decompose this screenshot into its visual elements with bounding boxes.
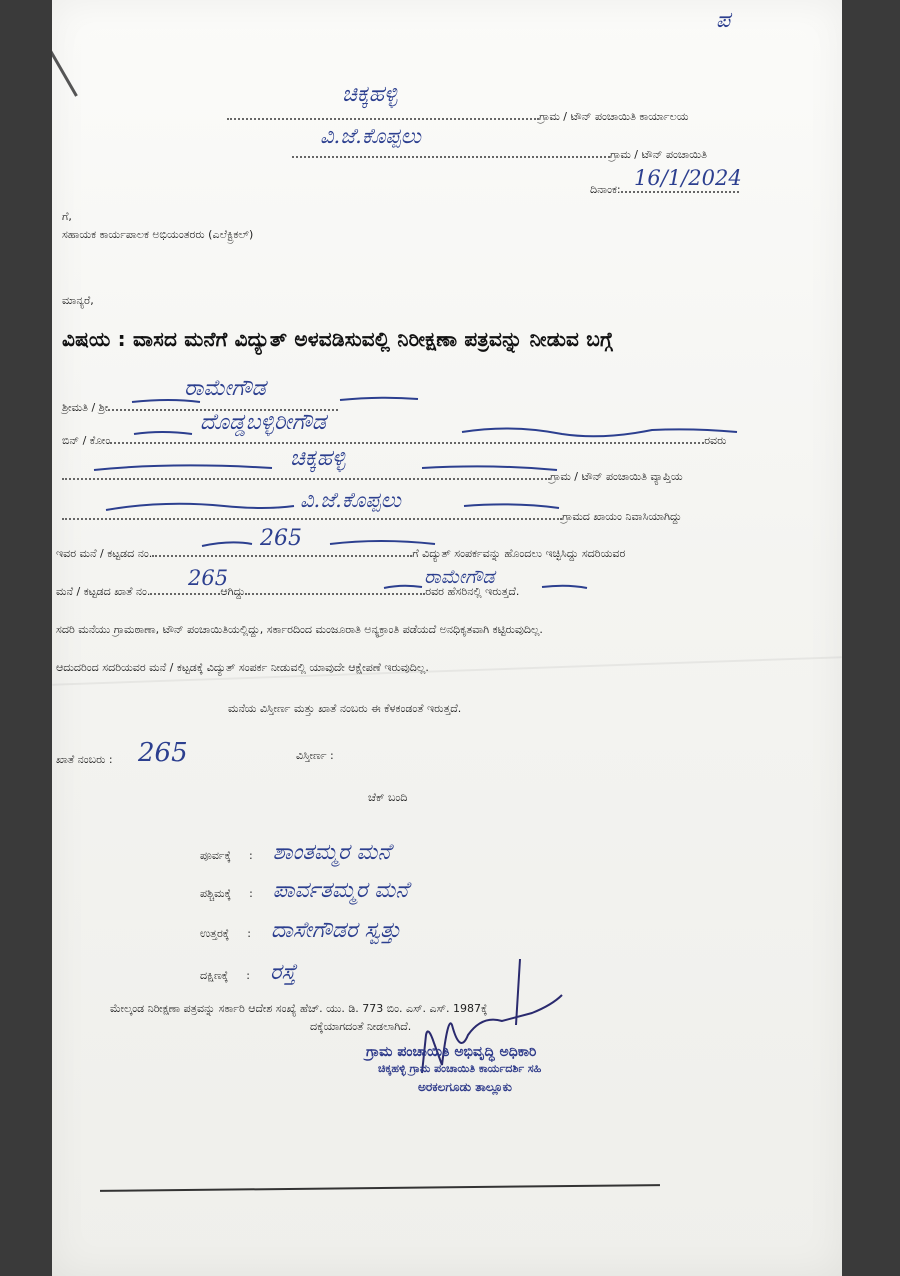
village-handwritten: ಚಿಕ್ಕಹಳ್ಳಿ [290, 446, 346, 471]
khata-mid: ಆಗಿದ್ದು [220, 585, 246, 598]
bottom-rule [100, 1184, 660, 1192]
handwritten-underline [200, 534, 440, 554]
village-office-handwritten: ಚಿಕ್ಕಹಳ್ಳಿ [342, 82, 398, 107]
recipient-to: ಗೆ, [62, 210, 72, 223]
father-label: ಬಿನ್ / ಕೋಂ [62, 434, 111, 447]
village2-suffix: ಗ್ರಾಮದ ಖಾಯಂ ನಿವಾಸಿಯಾಗಿದ್ದು [562, 510, 682, 523]
paragraph-1: ಸದರಿ ಮನೆಯು ಗ್ರಾಮಠಾಣಾ, ಟೌನ್ ಪಂಚಾಯಿತಿಯಲ್ಲಿದ್ದು, ಸರ್ಕಾರದಿಂದ ಮಂಜೂರಾತಿ ಅನ್ಯಕ್ರಾಂತಿ ಪಡೆಯದೆ ಅನಧಿಕೃತವಾಗಿ ಕಟ್ಟಿರುವುದಿಲ್ಲ. [56, 623, 543, 636]
paragraph-2: ಆದುದರಿಂದ ಸದರಿಯವರ ಮನೆ / ಕಟ್ಟಡಕ್ಕೆ ವಿದ್ಯುತ್ ಸಂಪರ್ಕ ನೀಡುವಲ್ಲಿ ಯಾವುದೇ ಆಕ್ಷೇಪಣೆ ಇರುವುದಿಲ್ಲ. [56, 661, 429, 674]
subject-line: ವಿಷಯ : ವಾಸದ ಮನೆಗೆ ವಿದ್ಯುತ್ ಅಳವಡಿಸುವಲ್ಲಿ ನಿರೀಕ್ಷಣಾ ಪತ್ರವನ್ನು ನೀಡುವ ಬಗ್ಗೆ [62, 327, 613, 351]
dotted-line [292, 146, 610, 158]
boundary-value: ದಾಸೇಗೌಡರ ಸ್ವತ್ತು [270, 918, 401, 943]
house-number-handwritten: 265 [260, 526, 302, 551]
panchayat-handwritten: ವಿ.ಜೆ.ಕೊಪ್ಪಲು [320, 124, 421, 148]
boundary-label: ಪೂರ್ವಕ್ಕೆ [200, 849, 232, 862]
boundary-west: ಪಶ್ಚಿಮಕ್ಕೆ : ಪಾರ್ವತಮ್ಮರ ಮನೆ [200, 878, 409, 903]
stamp-line-1: ಗ್ರಾಮ ಪಂಚಾಯಿತಿ ಅಭಿವೃದ್ಧಿ ಅಧಿಕಾರಿ [366, 1044, 537, 1060]
handwritten-underline [132, 420, 742, 444]
dotted-line [227, 108, 539, 120]
panchayat-suffix: ಗ್ರಾಮ / ಟೌನ್ ಪಂಚಾಯಿತಿ [610, 148, 707, 161]
chek-bandi-heading: ಚೆಕ್ ಬಂದಿ [368, 791, 408, 804]
boundary-value: ಪಾರ್ವತಮ್ಮರ ಮನೆ [272, 878, 409, 903]
area-label: ವಿಸ್ತೀರ್ಣ : [296, 749, 334, 762]
date-value: 16/1/2024 [634, 166, 742, 190]
khata-number-value: 265 [138, 738, 188, 768]
father-handwritten: ದೊಡ್ಡಬಳ್ಳಿರೀಗೌಡ [200, 410, 326, 435]
boundary-north: ಉತ್ತರಕ್ಕೆ : ದಾಸೇಗೌಡರ ಸ್ವತ್ತು [200, 918, 401, 943]
corner-mark: ಪ [716, 8, 731, 33]
khata-label: ಮನೆ / ಕಟ್ಟಡದ ಖಾತೆ ನಂ. [56, 585, 151, 598]
village-office-line [227, 108, 689, 124]
khata-number-label: ಖಾತೆ ನಂಬರು : [56, 753, 113, 766]
boundary-value: ಶಾಂತಮ್ಮರ ಮನೆ [272, 840, 391, 865]
handwritten-underline [130, 390, 420, 408]
official-stamp [366, 1044, 541, 1095]
paragraph-3: ಮನೆಯ ವಿಸ್ತೀರ್ಣ ಮತ್ತು ಖಾತೆ ನಂಬರು ಈ ಕೆಳಕಂಡಂತೆ ಇರುತ್ತದೆ. [228, 702, 462, 715]
panchayat-line [292, 146, 707, 162]
edge-mark [52, 43, 78, 96]
stamp-line-3: ಅರಕಲಗೂಡು ತಾಲ್ಲೂಕು [418, 1080, 512, 1094]
salutation: ಮಾನ್ಯರೆ, [62, 294, 94, 307]
house-suffix: ಗೆ ವಿದ್ಯುತ್ ಸಂಪರ್ಕವನ್ನು ಹೊಂದಲು ಇಚ್ಛಿಸಿದ್ದು ಸದರಿಯವರ [412, 547, 626, 560]
house-label: ಇವರ ಮನೆ / ಕಟ್ಟಡದ ನಂ. [56, 547, 153, 560]
footer-line-2: ದಕ್ಕೆಯಾಗದಂತೆ ನೀಡಲಾಗಿದೆ. [310, 1020, 412, 1033]
khata-suffix: ರವರ ಹೆಸರಿನಲ್ಲಿ ಇರುತ್ತದೆ. [425, 585, 520, 598]
village-suffix: ಗ್ರಾಮ / ಟೌನ್ ಪಂಚಾಯಿತಿ ವ್ಯಾಪ್ತಿಯ [550, 470, 683, 483]
date-label: ದಿನಾಂಕ: [590, 183, 621, 196]
name-label: ಶ್ರೀಮತಿ / ಶ್ರೀ [62, 401, 109, 414]
boundary-value: ರಸ್ತೆ [269, 960, 296, 985]
boundary-east: ಪೂರ್ವಕ್ಕೆ : ಶಾಂತಮ್ಮರ ಮನೆ [200, 840, 391, 865]
recipient-designation: ಸಹಾಯಕ ಕಾರ್ಯಪಾಲಕ ಅಭಿಯಂತರರು (ಎಲೆಕ್ಟ್ರಿಕಲ್) [62, 228, 254, 241]
village-office-suffix: ಗ್ರಾಮ / ಟೌನ್ ಪಂಚಾಯಿತಿ ಕಾರ್ಯಾಲಯ [539, 110, 689, 123]
village2-handwritten: ವಿ.ಜೆ.ಕೊಪ್ಪಲು [300, 488, 401, 512]
father-suffix: ರವರು [704, 434, 727, 447]
stamp-line-2: ಚಿಕ್ಕಹಳ್ಳಿ ಗ್ರಾಮ ಪಂಚಾಯಿತಿ ಕಾರ್ಯದರ್ಶಿ ಸಹಿ [378, 1062, 542, 1075]
boundary-label: ಪಶ್ಚಿಮಕ್ಕೆ [200, 887, 232, 900]
owner-handwritten: ರಾಮೇಗೌಡ [424, 566, 495, 588]
handwritten-underline [92, 458, 562, 478]
handwritten-underline [382, 578, 592, 594]
boundary-label: ದಕ್ಷಿಣಕ್ಕೆ [200, 969, 229, 982]
boundary-south: ದಕ್ಷಿಣಕ್ಕೆ : ರಸ್ತೆ [200, 960, 296, 985]
khata-number-handwritten: 265 [188, 566, 229, 590]
handwritten-underline [104, 496, 564, 518]
document-page [52, 0, 842, 1276]
name-handwritten: ರಾಮೇಗೌಡ [184, 376, 266, 401]
boundary-label: ಉತ್ತರಕ್ಕೆ [200, 927, 230, 940]
footer-line-1: ಮೇಲ್ಕಂಡ ನಿರೀಕ್ಷಣಾ ಪತ್ರವನ್ನು ಸರ್ಕಾರಿ ಆದೇಶ ಸಂಖ್ಯೆ ಹೆಚ್. ಯು. ಡಿ. 773 ಬಿಂ. ಎಸ್. ಎಸ್. 1987ಕ್ಕೆ [110, 1002, 488, 1015]
